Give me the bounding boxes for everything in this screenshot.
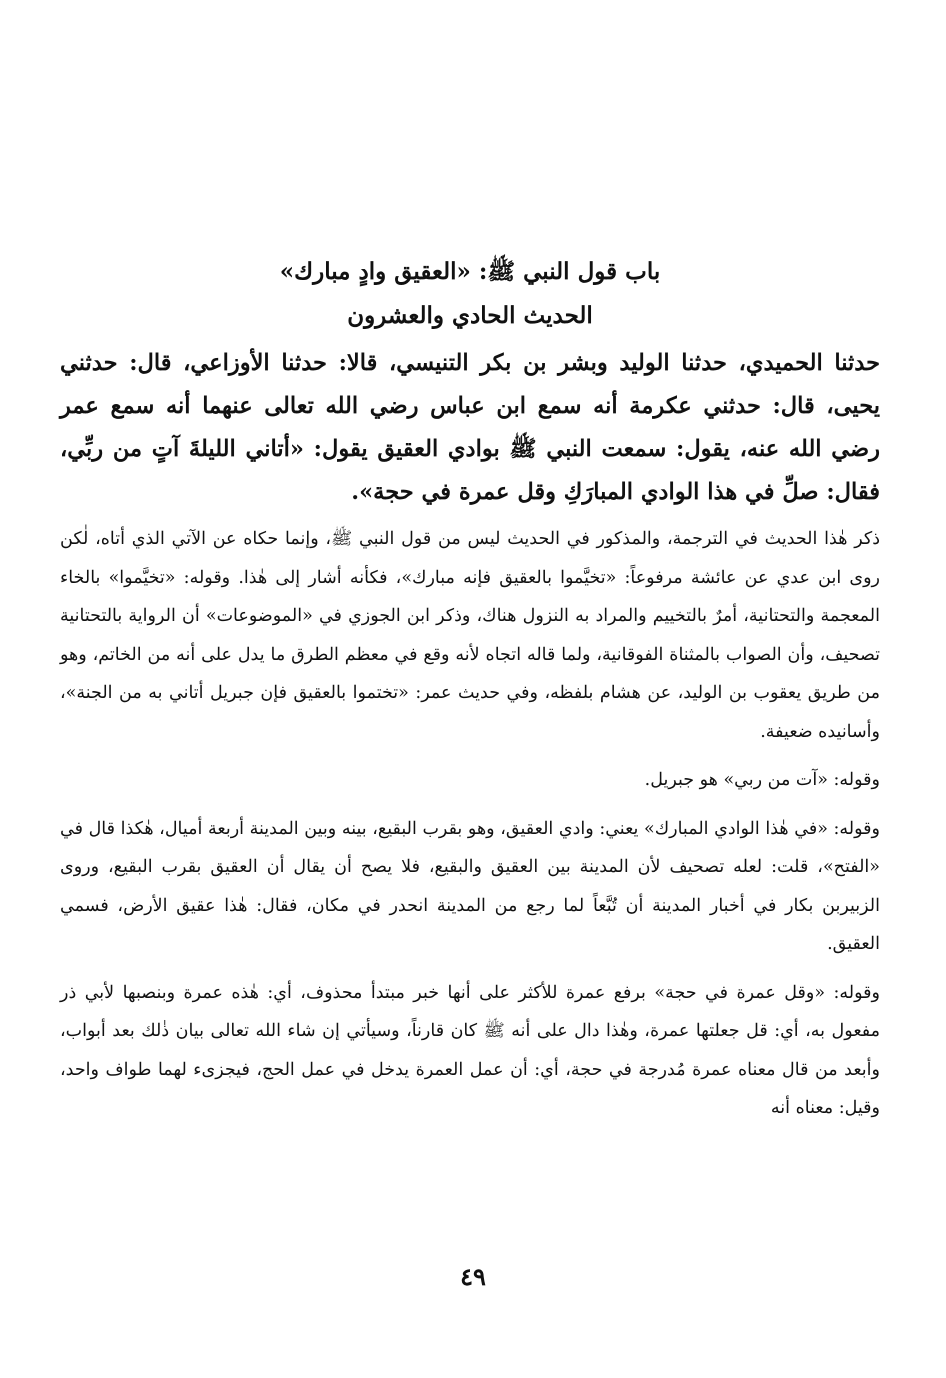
chapter-title: باب قول النبي ﷺ: «العقيق وادٍ مبارك»	[279, 258, 661, 285]
hadith-text: حدثنا الحميدي، حدثنا الوليد وبشر بن بكر التنيسي، قالا: حدثنا الأوزاعي، قال: حدثني يحيى، قال: حدثني عكرمة أنه سمع ابن عباس رضي الله تعالى عنهما أنه سمع عمر رضي الله عنه، يقول: سمعت النبي ﷺ بوادي العقيق يقول: «أتاني الليلةَ آتٍ من ربِّي، فقال: صلِّ في هذا الوادي المبارَكِ وقل عمرة في حجة».	[60, 350, 880, 505]
hadith-heading: الحديث الحادي والعشرون	[347, 302, 593, 329]
commentary-paragraph-3: وقوله: «في هٰذا الوادي المبارك» يعني: وادي العقيق، وهو بقرب البقيع، بينه وبين المدينة أربعة أميال، هٰكذا قال في «الفتح»، قلت: لعله تصحيف لأن المدينة بين العقيق والبقيع، فلا يصح أن يقال أن العقيق بقرب البقيع، وروى الزبيربن بكار في أخبار المدينة أن تُبَّعاً لما رجع من المدينة انحدر في مكان، فقال: هٰذا عقيق الأرض، فسمي العقيق.	[60, 818, 880, 954]
page-body	[60, 250, 880, 1128]
commentary-paragraph-4: وقوله: «وقل عمرة في حجة» برفع عمرة للأكثر على أنها خبر مبتدأ محذوف، أي: هٰذه عمرة وبنصبها لأبي ذر مفعول به، أي: قل جعلتها عمرة، وهٰذا دال على أنه ﷺ كان قارناً، وسيأتي إن شاء الله تعالى بيان ذٰلك بعد أبواب، وأبعد من قال معناه عمرة مُدرجة في حجة، أي: أن عمل العمرة يدخل في عمل الحج، فيجزىء لهما طواف واحد، وقيل: معناه أنه	[60, 982, 880, 1118]
commentary-paragraph-2: وقوله: «آت من ربي» هو جبريل.	[644, 770, 880, 790]
commentary-paragraph-1: ذكر هٰذا الحديث في الترجمة، والمذكور في الحديث ليس من قول النبي ﷺ، وإنما حكاه عن الآتي الذي أتاه، لٰكن روى ابن عدي عن عائشة مرفوعاً: «تخيَّموا بالعقيق فإنه مبارك»، فكأنه أشار إلى هٰذا. وقوله: «تخيَّموا» بالخاء المعجمة والتحتانية، أمرٌ بالتخييم والمراد به النزول هناك، وذكر ابن الجوزي في «الموضوعات» أن الرواية بالتحتانية تصحيف، وأن الصواب بالمثناة الفوقانية، ولما قاله اتجاه لأنه وقع في معظم الطرق ما يدل على أنه من الخاتم، وهو من طريق يعقوب بن الوليد، عن هشام بلفظه، وفي حديث عمر: «تختموا بالعقيق فإن جبريل أتاني به من الجنة»، وأسانيده ضعيفة.	[60, 529, 880, 742]
page-number: ٤٩	[460, 1262, 486, 1291]
